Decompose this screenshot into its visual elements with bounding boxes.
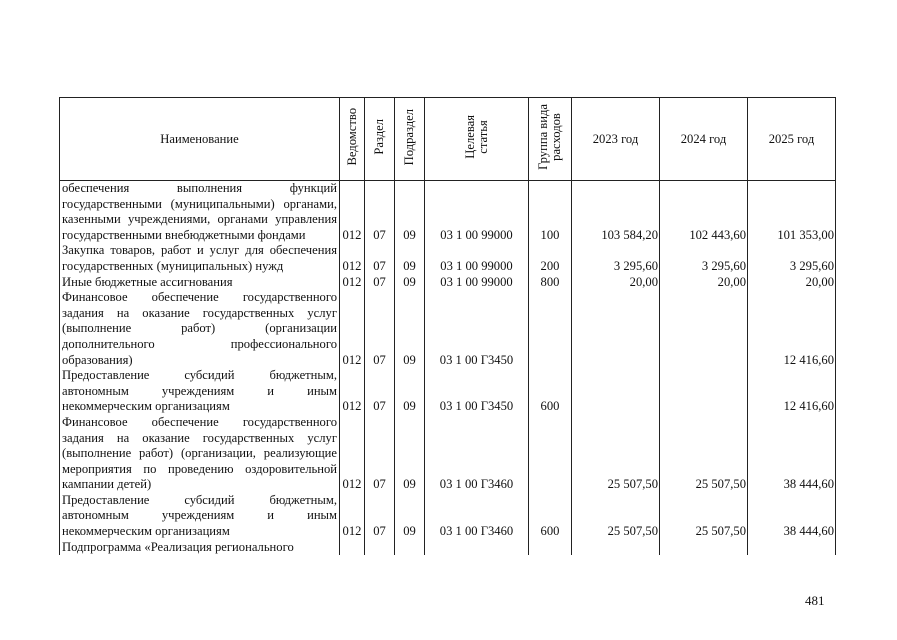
row-2024	[660, 540, 748, 556]
row-stat: 03 1 00 Г3450	[425, 290, 529, 368]
row-2025: 3 295,60	[748, 243, 836, 274]
row-2023: 25 507,50	[572, 415, 660, 493]
row-2023	[572, 290, 660, 368]
row-2024	[660, 290, 748, 368]
row-2023	[572, 540, 660, 556]
header-ved: Ведомство	[340, 98, 365, 181]
row-podrazdel: 09	[395, 275, 425, 291]
row-group: 600	[529, 493, 572, 540]
row-group	[529, 290, 572, 368]
row-name: Подпрограмма «Реализация регионального	[60, 540, 340, 556]
row-group: 100	[529, 181, 572, 244]
row-2023: 20,00	[572, 275, 660, 291]
row-2024: 3 295,60	[660, 243, 748, 274]
row-2023	[572, 368, 660, 415]
row-razdel: 07	[365, 290, 395, 368]
row-name: Предоставление субсидий бюджетным, автономным учреждениям и иным некоммерческим организациям	[60, 493, 340, 540]
row-2024: 102 443,60	[660, 181, 748, 244]
row-stat: 03 1 00 Г3460	[425, 493, 529, 540]
row-2025	[748, 540, 836, 556]
row-stat: 03 1 00 99000	[425, 275, 529, 291]
row-2023: 103 584,20	[572, 181, 660, 244]
row-name: Иные бюджетные ассигнования	[60, 275, 340, 291]
table-row	[60, 493, 836, 540]
row-2025: 12 416,60	[748, 290, 836, 368]
row-podrazdel	[395, 540, 425, 556]
row-podrazdel: 09	[395, 415, 425, 493]
row-2025: 38 444,60	[748, 415, 836, 493]
row-stat: 03 1 00 Г3460	[425, 415, 529, 493]
row-stat: 03 1 00 Г3450	[425, 368, 529, 415]
row-ved: 012	[340, 181, 365, 244]
row-name: Закупка товаров, работ и услуг для обеспечения государственных (муниципальных) нужд	[60, 243, 340, 274]
row-2024	[660, 368, 748, 415]
row-group: 800	[529, 275, 572, 291]
row-podrazdel: 09	[395, 290, 425, 368]
row-ved: 012	[340, 275, 365, 291]
row-2025: 12 416,60	[748, 368, 836, 415]
table-row	[60, 243, 836, 274]
header-2024: 2024 год	[660, 98, 748, 181]
row-2024: 25 507,50	[660, 493, 748, 540]
row-ved	[340, 540, 365, 556]
budget-table	[59, 97, 836, 555]
row-2025: 38 444,60	[748, 493, 836, 540]
row-2024: 25 507,50	[660, 415, 748, 493]
row-2025: 20,00	[748, 275, 836, 291]
row-group	[529, 540, 572, 556]
row-name: Финансовое обеспечение государственного задания на оказание государственных услуг (выполнение работ) (организации, реализующие мероприятия по проведению оздоровительной кампании детей)	[60, 415, 340, 493]
row-stat: 03 1 00 99000	[425, 181, 529, 244]
page-number: 481	[805, 593, 825, 608]
header-row	[60, 98, 836, 181]
row-ved: 012	[340, 415, 365, 493]
header-stat: Целевая статья	[425, 98, 529, 181]
row-podrazdel: 09	[395, 181, 425, 244]
header-podrazdel: Подраздел	[395, 98, 425, 181]
row-podrazdel: 09	[395, 368, 425, 415]
row-razdel: 07	[365, 493, 395, 540]
header-2023: 2023 год	[572, 98, 660, 181]
row-podrazdel: 09	[395, 493, 425, 540]
row-2024: 20,00	[660, 275, 748, 291]
row-group	[529, 415, 572, 493]
row-group: 600	[529, 368, 572, 415]
row-name: обеспечения выполнения функций государственными (муниципальными) органами, казенными учреждениями, органами управления государственными внебюджетными фондами	[60, 181, 340, 244]
row-stat	[425, 540, 529, 556]
table-row	[60, 275, 836, 291]
row-2025: 101 353,00	[748, 181, 836, 244]
table-row	[60, 540, 836, 556]
row-podrazdel: 09	[395, 243, 425, 274]
table-row	[60, 415, 836, 493]
table-row	[60, 368, 836, 415]
row-ved: 012	[340, 243, 365, 274]
row-group: 200	[529, 243, 572, 274]
table-row	[60, 290, 836, 368]
row-razdel: 07	[365, 368, 395, 415]
row-name: Финансовое обеспечение государственного задания на оказание государственных услуг (выполнение работ) (организации дополнительного профессионального образования)	[60, 290, 340, 368]
header-name: Наименование	[60, 98, 340, 181]
row-razdel	[365, 540, 395, 556]
row-ved: 012	[340, 290, 365, 368]
row-razdel: 07	[365, 243, 395, 274]
header-razdel: Раздел	[365, 98, 395, 181]
row-razdel: 07	[365, 415, 395, 493]
row-stat: 03 1 00 99000	[425, 243, 529, 274]
header-group: Группа вида расходов	[529, 98, 572, 181]
header-2025: 2025 год	[748, 98, 836, 181]
row-name: Предоставление субсидий бюджетным, автономным учреждениям и иным некоммерческим организациям	[60, 368, 340, 415]
row-2023: 25 507,50	[572, 493, 660, 540]
row-ved: 012	[340, 368, 365, 415]
table-row	[60, 181, 836, 244]
row-razdel: 07	[365, 275, 395, 291]
row-razdel: 07	[365, 181, 395, 244]
row-2023: 3 295,60	[572, 243, 660, 274]
row-ved: 012	[340, 493, 365, 540]
